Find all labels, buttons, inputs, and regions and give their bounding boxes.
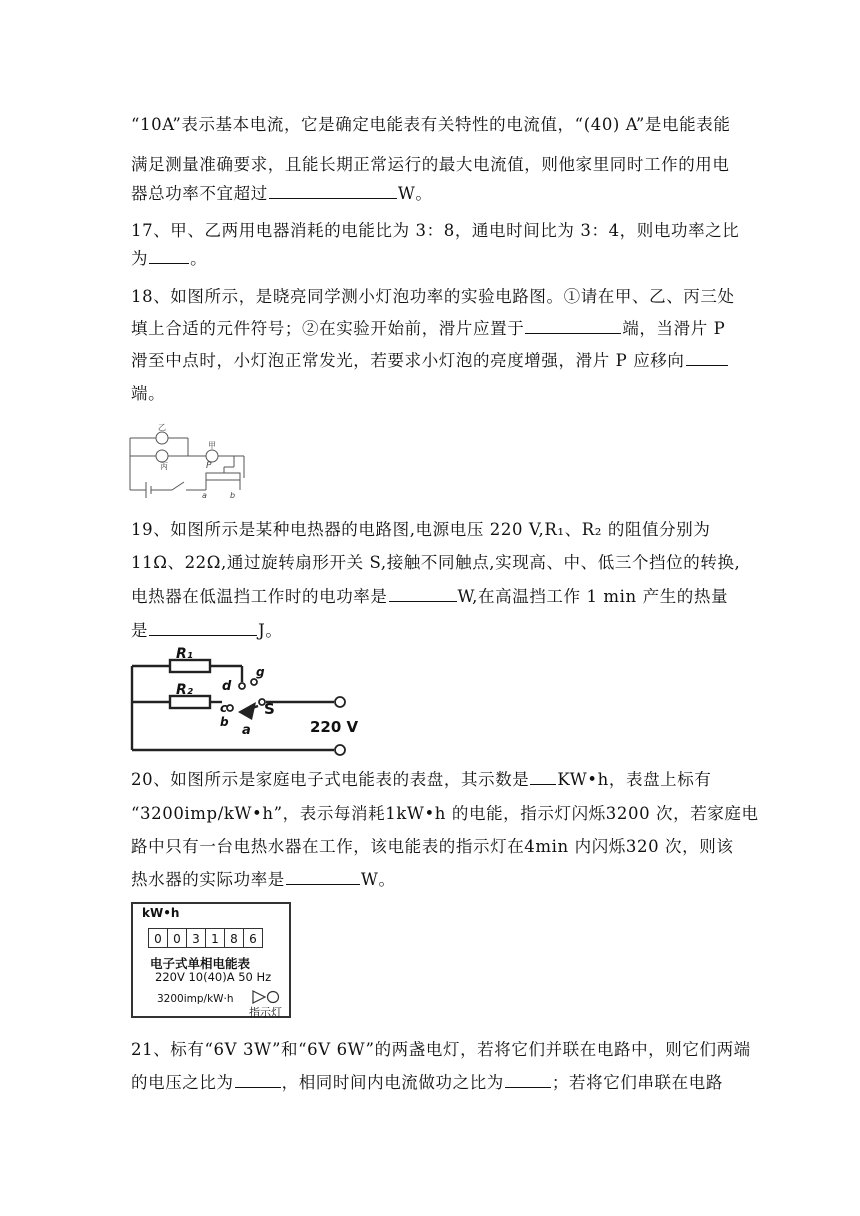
meter-digit: 6 (243, 928, 263, 948)
energy-meter-panel (131, 902, 291, 1018)
answer-blank[interactable] (235, 1071, 281, 1088)
answer-blank[interactable] (149, 619, 257, 636)
label-d: d (222, 679, 232, 694)
meter-unit: kW•h (142, 906, 180, 920)
meter-imp: 3200imp/kW·h (157, 993, 234, 1005)
q21-line2-text-b: ，相同时间内电流做功之比为 (281, 1073, 504, 1092)
q18-line2-text: 填上合适的元件符号；②在实验开始前，滑片应置于 (131, 319, 525, 338)
q21-line2 (131, 1069, 723, 1093)
meter-indicator-label: 指示灯 (249, 1006, 282, 1019)
meter-digit: 8 (224, 928, 244, 948)
answer-blank[interactable] (389, 585, 457, 602)
q19-line3-text: 电热器在低温挡工作时的电功率是 (131, 587, 388, 606)
q17-line1: 17、甲、乙两用电器消耗的电能比为 3：8，通电时间比为 3：4，则电功率之比 (131, 221, 740, 240)
meter-title: 电子式单相电能表 (150, 956, 251, 971)
meter-digit: 0 (167, 928, 187, 948)
label-g: g (256, 665, 265, 679)
fan-switch-icon (238, 702, 256, 720)
indicator-light-icon (251, 990, 281, 1004)
meter-digit: 0 (148, 928, 168, 948)
answer-blank[interactable] (525, 317, 621, 334)
q20-line1-end: KW•h，表盘上标有 (557, 770, 712, 789)
q21-line1: 21、标有“6V 3W”和“6V 6W”的两盏电灯，若将它们并联在电路中，则它们两端 (131, 1040, 751, 1059)
q20-line2: “3200imp/kW•h”，表示每消耗1kW•h 的电能，指示灯闪烁3200 次，若家庭电 (131, 804, 759, 823)
label-yi: 乙 (158, 423, 166, 432)
label-b: b (220, 715, 229, 729)
q21-line2-text-a: 的电压之比为 (131, 1073, 234, 1092)
q18-line1: 18、如图所示，是晓亮同学测小灯泡功率的实验电路图。①请在甲、乙、丙三处 (131, 287, 735, 306)
q18-line3-text: 滑至中点时，小灯泡正常发光，若要求小灯泡的亮度增强，滑片 P 应移向 (131, 351, 685, 370)
q19-line3-end: W,在高温挡工作 1 min 产生的热量 (457, 587, 729, 606)
q16-line3-text: 器总功率不宜超过 (131, 184, 268, 203)
label-r2: R₂ (176, 682, 193, 698)
q20-line4-end: W。 (360, 870, 396, 889)
q17-line2 (131, 245, 207, 269)
q16-line2: 满足测量准确要求，且能长期正常运行的最大电流值，则他家里同时工作的用电 (131, 155, 730, 174)
q20-line4 (131, 866, 396, 890)
label-r1: R₁ (176, 646, 193, 662)
meter-digit: 1 (205, 928, 225, 948)
q20-line3: 路中只有一台电热水器在工作，该电能表的指示灯在4min 内闪烁320 次，则该 (131, 837, 734, 856)
q18-line2-end: 端，当滑片 P (622, 319, 726, 338)
label-a: a (202, 491, 207, 500)
label-s: S (264, 700, 275, 718)
label-c: c (220, 701, 228, 715)
q19-line4-end: J。 (258, 621, 283, 640)
q18-line3 (131, 347, 729, 371)
q21-line2-text-c: ；若将它们串联在电路 (551, 1073, 723, 1092)
meter-digits (148, 928, 262, 948)
q19-line2: 11Ω、22Ω,通过旋转扇形开关 S,接触不同触点,实现高、中、低三个挡位的转换, (131, 553, 741, 572)
label-jia: 甲 (208, 441, 216, 450)
q16-line1: “10A”表示基本电流，它是确定电能表有关特性的电流值，“(40) A”是电能表能 (131, 115, 731, 134)
answer-blank[interactable] (530, 768, 556, 785)
label-voltage: 220 V (310, 718, 359, 736)
q20-line4-text: 热水器的实际功率是 (131, 870, 285, 889)
q17-line2-end: 。 (190, 249, 208, 268)
answer-blank[interactable] (505, 1071, 551, 1088)
q17-line2-text: 为 (131, 249, 149, 268)
q18-circuit-diagram (126, 418, 252, 500)
label-a: a (242, 723, 251, 738)
q18-line2 (131, 315, 725, 339)
q19-line4-text: 是 (131, 621, 149, 640)
q19-circuit-diagram (128, 646, 370, 756)
meter-spec: 220V 10(40)A 50 Hz (155, 970, 272, 984)
label-p: P (206, 461, 212, 471)
answer-blank[interactable] (149, 247, 189, 264)
q19-line4 (131, 617, 282, 641)
q19-line3 (131, 583, 728, 607)
answer-blank[interactable] (286, 868, 360, 885)
q16-line3 (131, 180, 432, 204)
q19-line1: 19、如图所示是某种电热器的电路图,电源电压 220 V,R₁、R₂ 的阻值分别为 (131, 520, 711, 539)
q16-line3-unit: W。 (397, 184, 433, 203)
label-bing: 丙 (160, 462, 168, 471)
answer-blank[interactable] (686, 349, 728, 366)
q18-line4: 端。 (131, 384, 166, 403)
answer-blank[interactable] (269, 182, 397, 199)
meter-digit: 3 (186, 928, 206, 948)
q20-line1 (131, 766, 711, 790)
q20-line1-text: 20、如图所示是家庭电子式电能表的表盘，其示数是 (131, 770, 530, 789)
label-b: b (230, 491, 236, 500)
